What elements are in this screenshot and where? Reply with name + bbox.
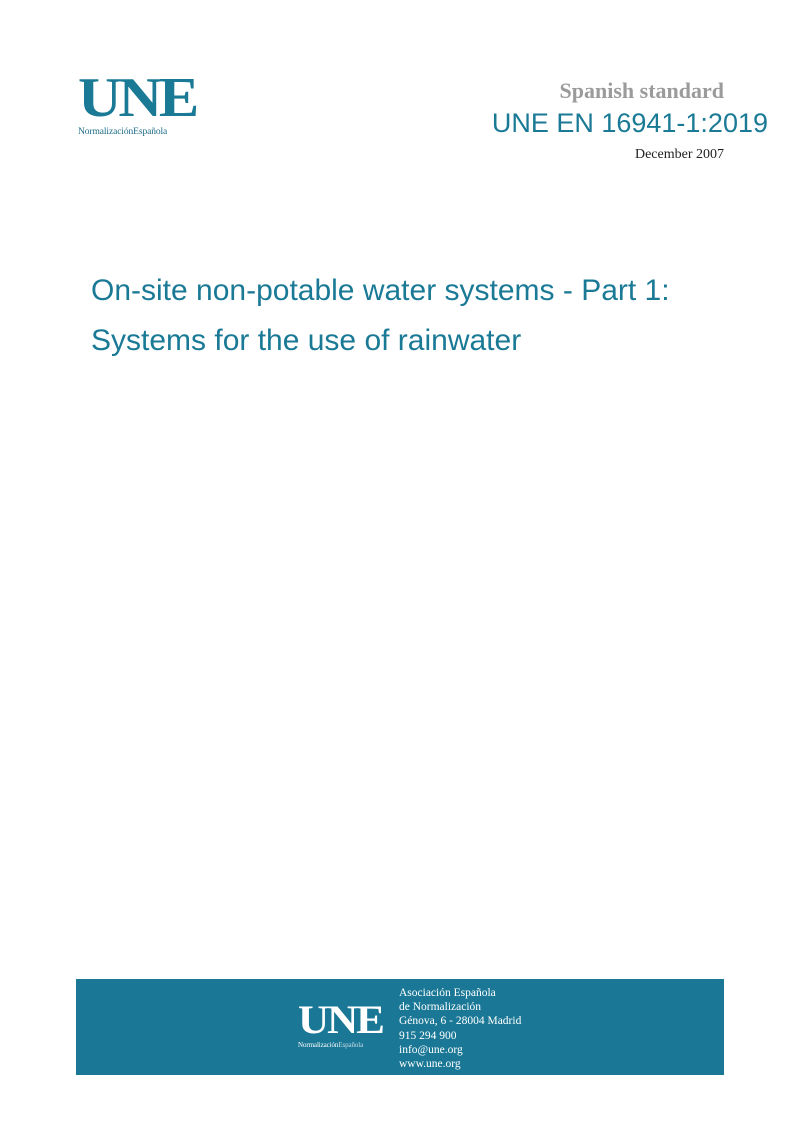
footer-address: Génova, 6 - 28004 Madrid: [399, 1015, 522, 1028]
logo-wordmark: UNE: [78, 67, 196, 129]
footer-logo-subtitle: [298, 1041, 376, 1049]
footer-logo: [298, 997, 383, 1049]
footer-logo-subtitle-part2: Española: [338, 1041, 364, 1049]
standard-date: December 2007: [634, 147, 724, 162]
standard-header: [492, 78, 768, 163]
standard-code: UNE EN 16941-1:2019: [491, 108, 768, 138]
footer-logo-subtitle-part1: Normalización: [298, 1041, 339, 1049]
standard-type: Spanish standard: [559, 78, 724, 103]
footer-contact-info: [399, 986, 521, 1071]
logo-subtitle-part2: Española: [133, 127, 168, 137]
footer-org-name-line2: de Normalización: [399, 1001, 482, 1014]
document-title: On-site non-potable water systems - Part 1: Systems for the use of rainwater: [91, 274, 670, 357]
footer-phone: 915 294 900: [399, 1029, 457, 1042]
footer-org-name-line1: Asociación Española: [399, 987, 496, 999]
une-logo: [78, 67, 198, 137]
footer-logo-wordmark: UNE: [298, 997, 383, 1042]
footer-email[interactable]: info@une.org: [399, 1043, 463, 1056]
footer-banner: [76, 979, 724, 1075]
logo-subtitle-part1: Normalización: [78, 127, 134, 137]
footer-website[interactable]: www.une.org: [399, 1058, 461, 1071]
